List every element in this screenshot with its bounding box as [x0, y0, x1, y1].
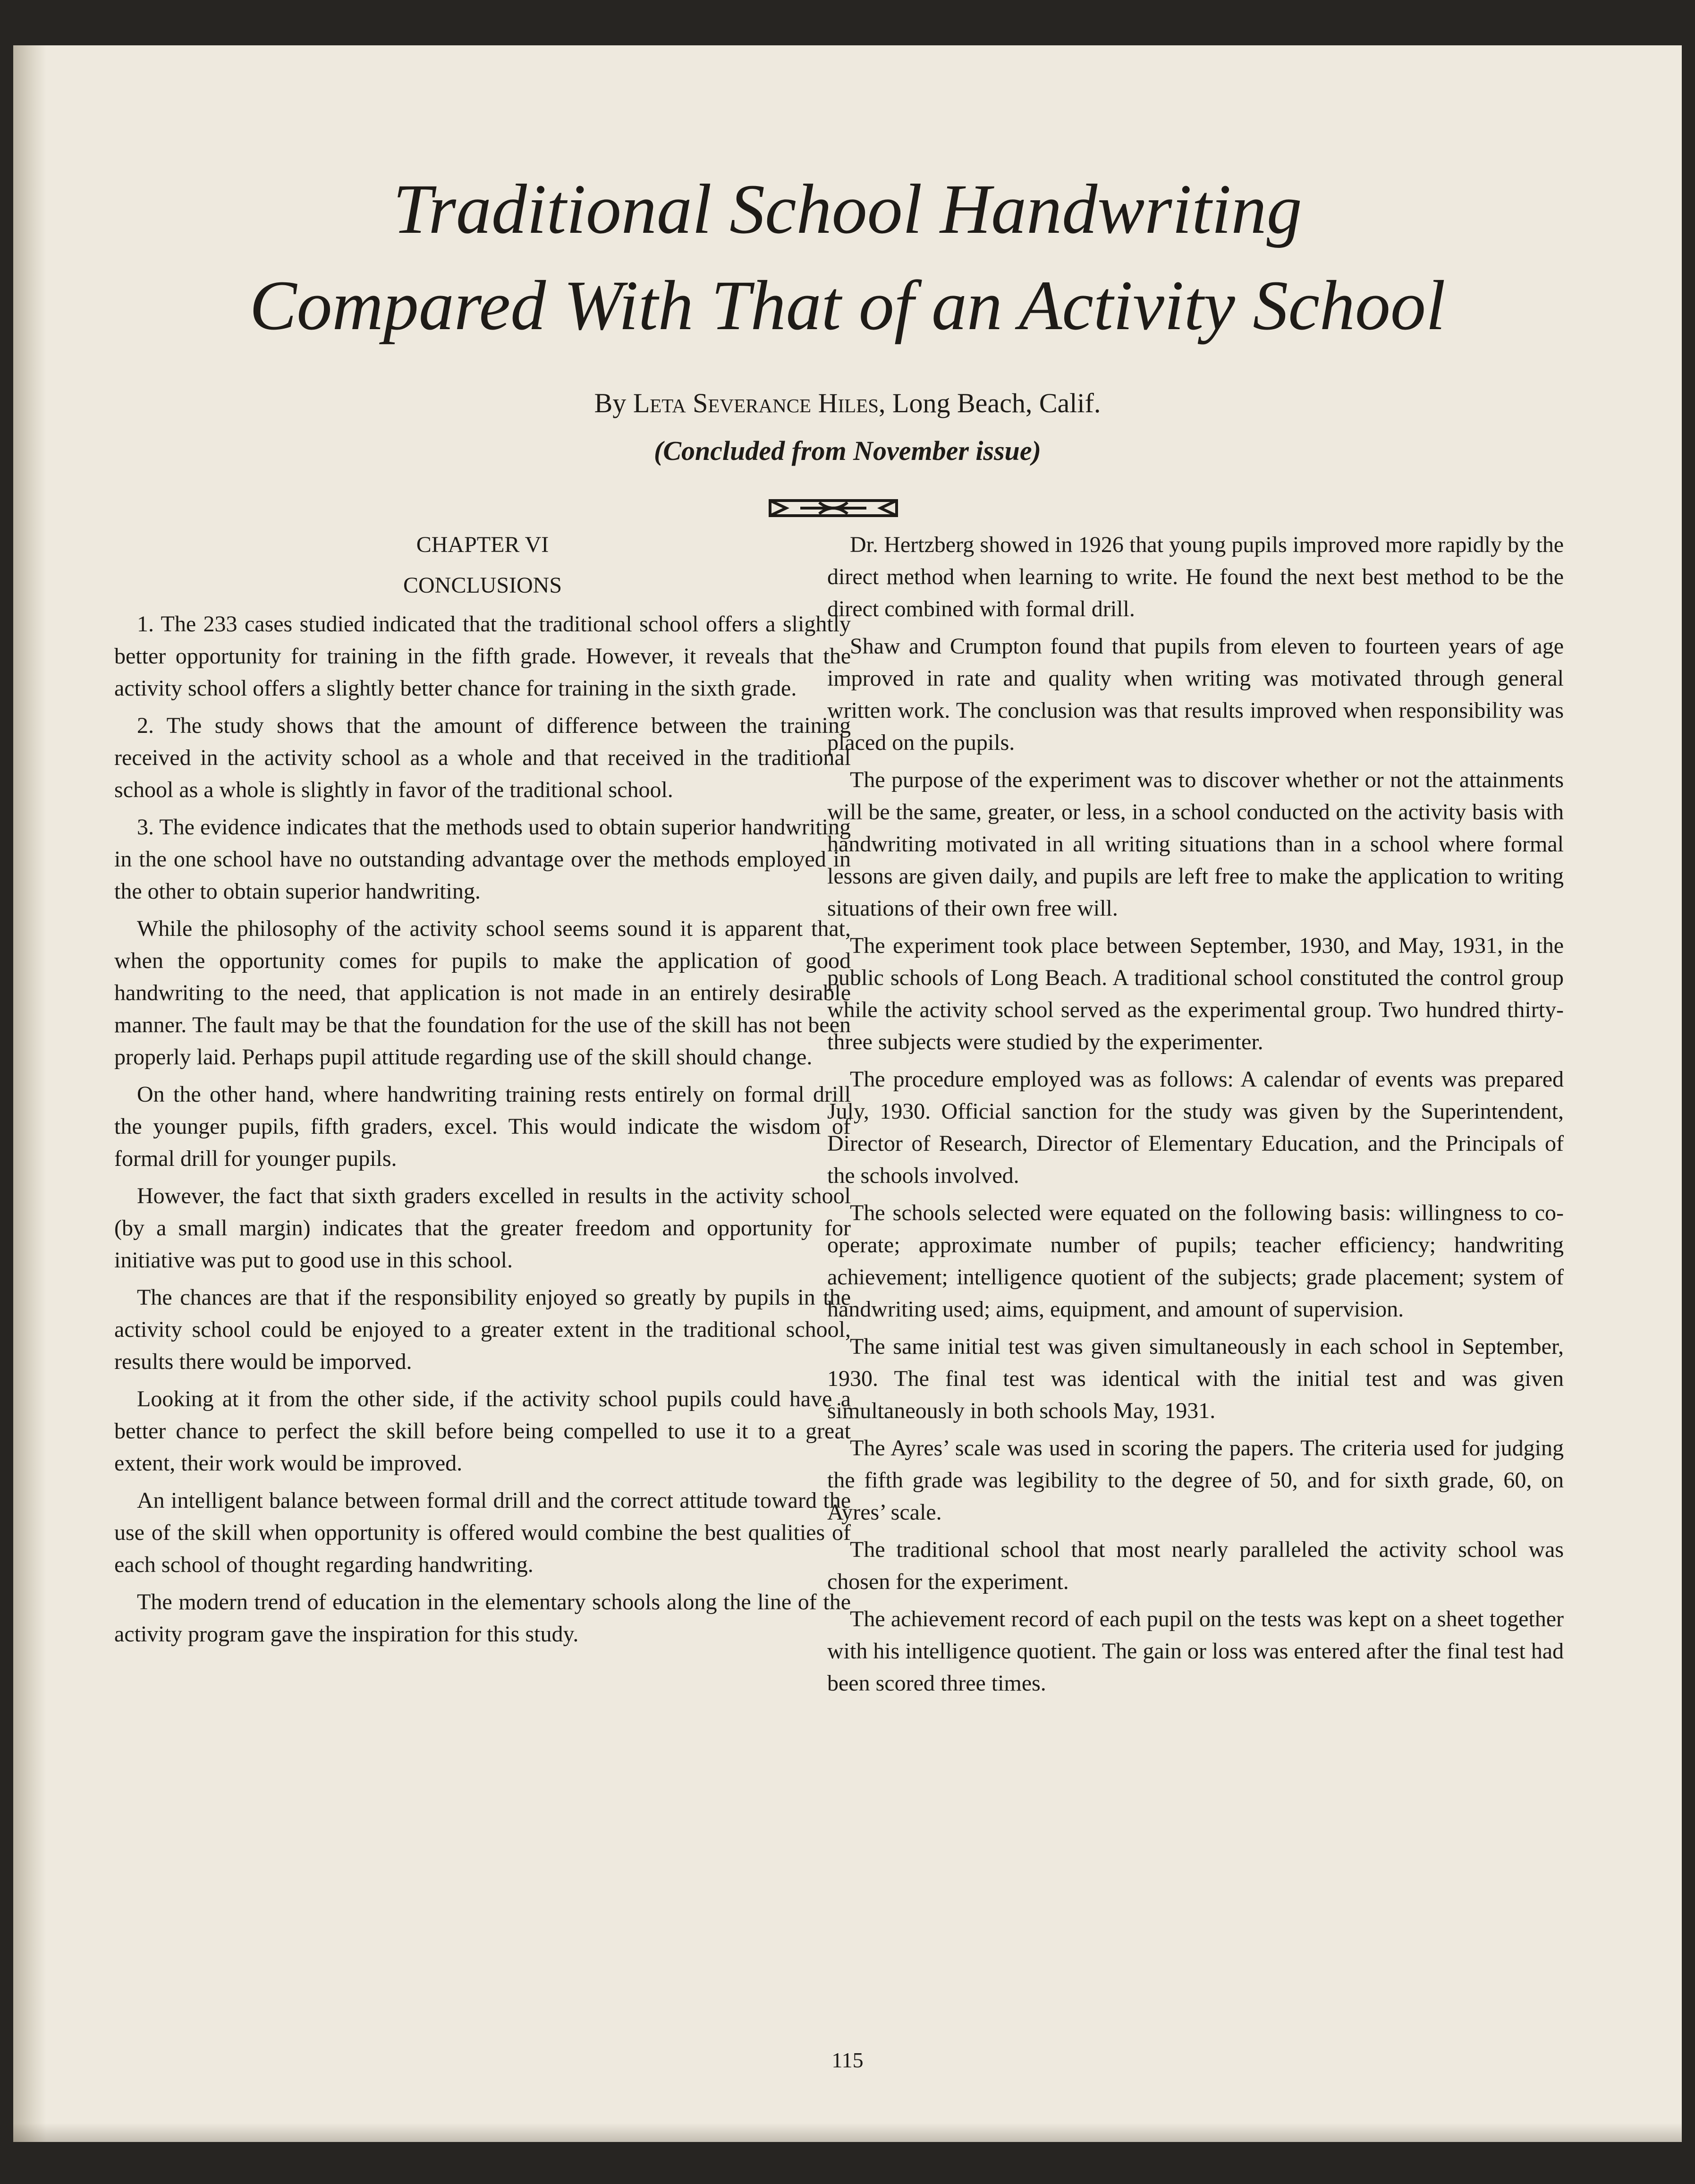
paragraph: While the philosophy of the activity school seems sound it is apparent that, when the opportunity comes for pupils to make the application of good handwriting to the need, that application is not made in an entirely desirable manner. The fault may be that the foundation for the use of the skill has not been properly laid. Perhaps pupil attitude regarding use of the skill should change.	[114, 916, 851, 1070]
right-column	[827, 529, 1564, 1705]
author-location: , Long Beach, Calif.	[879, 388, 1101, 418]
paragraph: 1. The 233 cases studied indicated that the traditional school offers a slightly better opportunity for training in the fifth grade. However, it reveals that the activity school offers a slightly better chance for training in the sixth grade.	[114, 612, 851, 701]
paragraph: The same initial test was given simultaneously in each school in September, 1930. The final test was identical with the initial test and was given simultaneously in both schools May, 1931.	[827, 1334, 1564, 1423]
article-title-line-1: Traditional School Handwriting	[393, 170, 1302, 248]
paragraph: The chances are that if the responsibility enjoyed so greatly by pupils in the activity school could be enjoyed to a greater extent in the traditional school, results there would be imporved.	[114, 1285, 851, 1374]
paragraph: The traditional school that most nearly paralleled the activity school was chosen for the experiment.	[827, 1537, 1564, 1594]
article-title-line-2: Compared With That of an Activity School	[249, 266, 1446, 345]
paragraph: An intelligent balance between formal drill and the correct attitude toward the use of the skill when opportunity is offered would combine the best qualities of each school of thought regarding handwriting.	[114, 1488, 851, 1577]
paragraph: 2. The study shows that the amount of difference between the training received in the activity school as a whole and that received in the traditional school as a whole is slightly in favor of the traditional school.	[114, 713, 851, 802]
paragraph: On the other hand, where handwriting training rests entirely on formal drill the younger pupils, fifth graders, excel. This would indicate the wisdom of formal drill for younger pupils.	[114, 1082, 851, 1171]
chapter-heading: CHAPTER VI	[416, 532, 549, 557]
paragraph: The purpose of the experiment was to discover whether or not the attainments will be the same, greater, or less, in a school conducted on the activity basis with handwriting motivated in all writing situations than in a school where formal lessons are given daily, and pupils are left free to make the application to writing situations of their own free will.	[827, 767, 1564, 921]
paragraph: Shaw and Crumpton found that pupils from eleven to fourteen years of age improved in rate and quality when writing was motivated through general written work. The conclusion was that results improved when responsibility was placed on the pupils.	[827, 634, 1564, 755]
section-heading: CONCLUSIONS	[403, 573, 562, 598]
author-name: Leta Severance Hiles	[633, 388, 879, 418]
page-number: 115	[831, 2048, 864, 2072]
paragraph: The achievement record of each pupil on the tests was kept on a sheet together with his intelligence quotient. The gain or loss was entered after the final test had been scored three times.	[827, 1606, 1564, 1696]
paragraph: The experiment took place between September, 1930, and May, 1931, in the public schools of Long Beach. A traditional school constituted the control group while the activity school served as the experimental group. Two hundred thirty-three subjects were studied by the experimenter.	[827, 933, 1564, 1054]
paragraph: The schools selected were equated on the following basis: willingness to co-operate; approximate number of pupils; teacher efficiency; handwriting achievement; intelligence quotient of the subjects; grade placement; system of handwriting used; aims, equipment, and amount of supervision.	[827, 1200, 1564, 1322]
paragraph: The procedure employed was as follows: A calendar of events was prepared July, 1930. Official sanction for the study was given by the Superintendent, Director of Research, Director of Elementary Education, and the Principals of the schools involved.	[827, 1067, 1564, 1188]
paragraph: The Ayres’ scale was used in scoring the papers. The criteria used for judging the fifth grade was legibility to the degree of 50, and for sixth grade, 60, on Ayres’ scale.	[827, 1436, 1564, 1525]
paragraph: Dr. Hertzberg showed in 1926 that young pupils improved more rapidly by the direct method when learning to write. He found the next best method to be the direct combined with formal drill.	[827, 532, 1564, 621]
paragraph: The modern trend of education in the elementary schools along the line of the activity program gave the inspiration for this study.	[114, 1589, 851, 1647]
paragraph: 3. The evidence indicates that the methods used to obtain superior handwriting in the one school have no outstanding advantage over the methods employed in the other to obtain superior handwriting.	[114, 815, 851, 904]
byline-prefix: By	[594, 388, 627, 418]
paragraph: Looking at it from the other side, if the activity school pupils could have a better chance to perfect the skill before being compelled to use it to a great extent, their work would be improved.	[114, 1386, 851, 1476]
paragraph: However, the fact that sixth graders excelled in results in the activity school (by a small margin) indicates that the greater freedom and opportunity for initiative was put to good use in this school.	[114, 1183, 851, 1273]
page-spine-shadow	[13, 45, 46, 2142]
ornamental-rule-icon	[767, 495, 899, 521]
left-column	[114, 529, 851, 1656]
journal-page	[13, 45, 1682, 2142]
byline	[13, 388, 1682, 419]
article-subtitle: (Concluded from November issue)	[654, 435, 1041, 466]
page-bottom-shadow	[13, 2123, 1682, 2142]
